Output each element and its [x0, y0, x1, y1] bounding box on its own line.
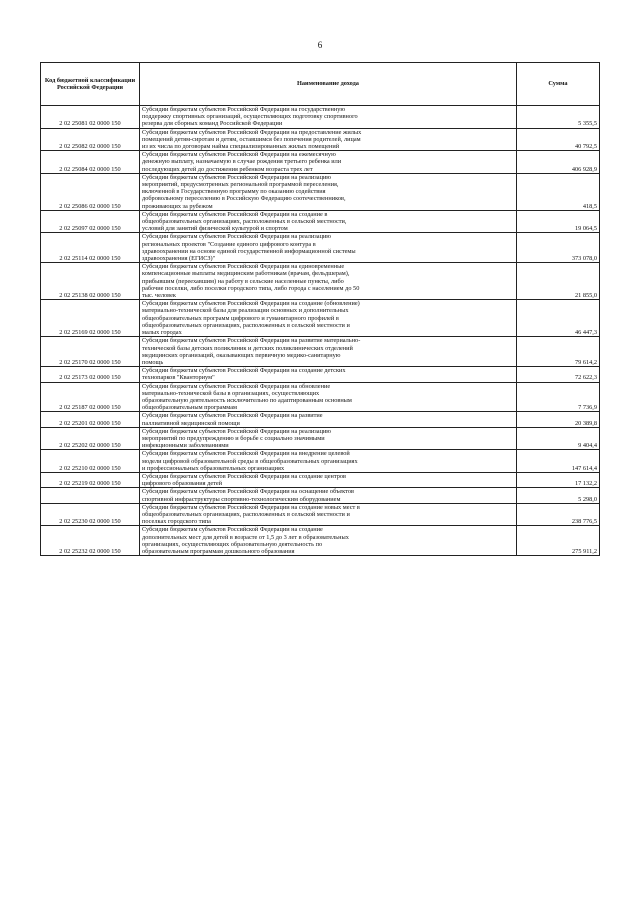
revenue-name-line: технопарков "Кванториум": [142, 374, 215, 382]
revenue-name-line: технической базы детских поликлиник и детских поликлинических отделений: [142, 344, 353, 352]
budget-code: 2 02 25219 02 0000 150: [41, 472, 140, 487]
table-row: [41, 263, 600, 300]
revenue-name-line: медицинских организаций, оказывающих первичную медико-санитарную: [142, 351, 341, 359]
table-row: [41, 300, 600, 337]
revenue-name-line: малых городах: [142, 329, 182, 337]
revenue-name-line: модели цифровой образовательной среды в общеобразовательных организациях: [142, 457, 358, 465]
revenue-name-line: из их числа по договорам найма специализированных жилых помещений: [142, 143, 340, 151]
budget-code: 2 02 25084 02 0000 150: [41, 151, 140, 174]
budget-code: 2 02 25210 02 0000 150: [41, 450, 140, 473]
amount: 406 928,9: [517, 151, 600, 174]
revenue-name-line: общеобразовательных организациях, расположенных в сельской местности,: [142, 218, 347, 226]
revenue-name-line: материально-технической базы в организациях, осуществляющих: [142, 389, 320, 397]
table-row: [41, 427, 600, 450]
revenue-name-line: рабочие поселки, либо поселки городского типа, либо города с населением до 50: [142, 284, 360, 292]
revenue-name-line: инфекционными заболеваниями: [142, 442, 229, 450]
revenue-name-line: образовательную деятельность исключительно по адаптированным основным: [142, 396, 352, 404]
header-amount: Сумма: [517, 63, 600, 106]
revenue-name-line: образовательным программам дошкольного образования: [142, 547, 295, 555]
revenue-name-line: Субсидии бюджетам субъектов Российской Федерации на создание центров: [142, 472, 346, 480]
revenue-name-line: тыс. человек: [142, 292, 176, 300]
revenue-name-line: организациях, осуществляющих образовательную деятельность по: [142, 540, 323, 548]
amount: 238 776,5: [517, 503, 600, 526]
revenue-name-line: спортивной инфраструктуры спортивно-технологическим оборудованием: [142, 495, 341, 503]
revenue-name: [140, 173, 517, 210]
revenue-name: [140, 412, 517, 427]
amount: 373 078,0: [517, 233, 600, 263]
amount: 275 911,2: [517, 526, 600, 556]
amount: 40 792,5: [517, 128, 600, 151]
amount: 5 298,0: [517, 488, 600, 503]
revenue-name-line: мероприятий, предусмотренных региональной программой переселения,: [142, 181, 339, 189]
revenue-name-line: Субсидии бюджетам субъектов Российской Федерации на ежемесячную: [142, 151, 336, 159]
budget-code: 2 02 25187 02 0000 150: [41, 382, 140, 412]
revenue-name-line: Субсидии бюджетам субъектов Российской Федерации на создание (обновление): [142, 300, 360, 308]
revenue-name-line: мероприятий по предупреждению и борьбе с социально значимыми: [142, 434, 325, 442]
table-row: [41, 173, 600, 210]
budget-code: 2 02 25114 02 0000 150: [41, 233, 140, 263]
table-row: [41, 367, 600, 382]
revenue-name: [140, 503, 517, 526]
table-row: [41, 450, 600, 473]
budget-code: 2 02 25173 02 0000 150: [41, 367, 140, 382]
revenue-name: [140, 427, 517, 450]
revenue-name-line: паллиативной медицинской помощи: [142, 419, 240, 427]
amount: 147 614,4: [517, 450, 600, 473]
revenue-name-line: Субсидии бюджетам субъектов Российской Федерации на единовременные: [142, 263, 345, 271]
revenue-name: [140, 210, 517, 233]
revenue-name-line: Субсидии бюджетам субъектов Российской Федерации на развитие материально-: [142, 337, 361, 345]
amount: 9 404,4: [517, 427, 600, 450]
revenue-name-line: прибывшим (переехавшим) на работу в сельские населенные пункты, либо: [142, 277, 344, 285]
revenue-name: [140, 106, 517, 129]
table-row: [41, 128, 600, 151]
revenue-name-line: резерва для сборных команд Российской Федерации: [142, 120, 283, 128]
budget-code: 2 02 25081 02 0000 150: [41, 106, 140, 129]
revenue-name: [140, 151, 517, 174]
budget-code: 2 02 25097 02 0000 150: [41, 210, 140, 233]
budget-code: 2 02 25138 02 0000 150: [41, 263, 140, 300]
revenue-name-line: Субсидии бюджетам субъектов Российской Федерации на внедрение целевой: [142, 450, 350, 458]
table-body: [41, 106, 600, 556]
budget-code: 2 02 25232 02 0000 150: [41, 526, 140, 556]
revenue-name-line: дополнительных мест для детей в возрасте от 1,5 до 3 лет в образовательных: [142, 533, 349, 541]
revenue-name-line: Субсидии бюджетам субъектов Российской Федерации на развитие: [142, 412, 323, 420]
table-row: [41, 151, 600, 174]
table-row: [41, 472, 600, 487]
revenue-name: [140, 337, 517, 367]
revenue-name: [140, 300, 517, 337]
revenue-name-line: проживающих за рубежом: [142, 202, 213, 210]
revenue-name-line: последующих детей до достижения ребенком возраста трех лет: [142, 165, 313, 173]
revenue-name: [140, 450, 517, 473]
budget-code: [41, 488, 140, 503]
revenue-name-line: Субсидии бюджетам субъектов Российской Федерации на создание: [142, 526, 323, 534]
revenue-name-line: поддержку спортивных организаций, осуществляющих подготовку спортивного: [142, 113, 358, 121]
table-row: [41, 337, 600, 367]
revenue-name-line: денежную выплату, назначаемую в случае рождения третьего ребенка или: [142, 158, 342, 166]
revenue-name-line: добровольному переселению в Российскую Федерацию соотечественников,: [142, 195, 346, 203]
table-row: [41, 210, 600, 233]
revenue-name-line: Субсидии бюджетам субъектов Российской Федерации на обновление: [142, 382, 331, 390]
revenue-name-line: Субсидии бюджетам субъектов Российской Федерации на создание детских: [142, 367, 346, 375]
header-code: Код бюджетной классификации Российской Федерации: [41, 63, 140, 106]
revenue-name-line: общеобразовательным программам: [142, 404, 238, 412]
revenue-table: [40, 62, 600, 556]
revenue-name-line: Субсидии бюджетам субъектов Российской Федерации на предоставление жилых: [142, 128, 362, 136]
amount: 19 064,5: [517, 210, 600, 233]
revenue-name-line: условий для занятий физической культурой и спортом: [142, 225, 288, 233]
revenue-name-line: включенной в Государственную программу по оказанию содействия: [142, 188, 326, 196]
revenue-name-line: Субсидии бюджетам субъектов Российской Федерации на оснащение объектов: [142, 488, 354, 496]
revenue-name-line: Субсидии бюджетам субъектов Российской Федерации на государственную: [142, 106, 346, 113]
revenue-name: [140, 526, 517, 556]
amount: 20 389,8: [517, 412, 600, 427]
revenue-name-line: поселках городского типа: [142, 518, 211, 526]
revenue-name-line: региональных проектов "Создание единого цифрового контура в: [142, 240, 316, 248]
revenue-name-line: Субсидии бюджетам субъектов Российской Федерации на реализацию: [142, 427, 332, 435]
table-row: [41, 106, 600, 129]
revenue-name: [140, 382, 517, 412]
table-row: [41, 526, 600, 556]
revenue-name-line: Субсидии бюджетам субъектов Российской Федерации на реализацию: [142, 173, 332, 181]
revenue-name-line: компенсационные выплаты медицинским работникам (врачам, фельдшерам),: [142, 270, 350, 278]
budget-code: 2 02 25201 02 0000 150: [41, 412, 140, 427]
table-row: [41, 382, 600, 412]
revenue-name-line: помещений детям-сиротам и детям, оставшимся без попечения родителей, лицам: [142, 135, 361, 143]
revenue-name-line: и профессиональных образовательных организациях: [142, 464, 285, 472]
revenue-name: [140, 233, 517, 263]
table-row: [41, 503, 600, 526]
table-row: [41, 233, 600, 263]
revenue-name-line: общеобразовательных программ цифрового и гуманитарного профилей в: [142, 314, 339, 322]
revenue-name-line: общеобразовательных организациях, расположенных в сельской местности и: [142, 510, 350, 518]
amount: 7 736,9: [517, 382, 600, 412]
table-header-row: [41, 63, 600, 106]
revenue-name: [140, 367, 517, 382]
revenue-name-line: здравоохранении на основе единой государственной информационной системы: [142, 247, 356, 255]
budget-code: 2 02 25169 02 0000 150: [41, 300, 140, 337]
revenue-name-line: помощь: [142, 358, 164, 366]
revenue-name-line: материально-технической базы для реализации основных и дополнительных: [142, 307, 349, 315]
revenue-name: [140, 472, 517, 487]
revenue-name-line: Субсидии бюджетам субъектов Российской Федерации на реализацию: [142, 233, 332, 241]
amount: 418,5: [517, 173, 600, 210]
table-row: [41, 412, 600, 427]
table-row: [41, 488, 600, 503]
revenue-name-line: Субсидии бюджетам субъектов Российской Федерации на создание новых мест в: [142, 503, 360, 511]
amount: 5 355,5: [517, 106, 600, 129]
amount: 79 614,2: [517, 337, 600, 367]
amount: 72 622,3: [517, 367, 600, 382]
revenue-name-line: цифрового образования детей: [142, 480, 223, 488]
revenue-name: [140, 488, 517, 503]
revenue-name: [140, 263, 517, 300]
revenue-name: [140, 128, 517, 151]
budget-code: 2 02 25086 02 0000 150: [41, 173, 140, 210]
header-name: Наименование дохода: [140, 63, 517, 106]
budget-code: 2 02 25170 02 0000 150: [41, 337, 140, 367]
amount: 17 132,2: [517, 472, 600, 487]
budget-code: 2 02 25082 02 0000 150: [41, 128, 140, 151]
budget-code: 2 02 25202 02 0000 150: [41, 427, 140, 450]
amount: 21 855,0: [517, 263, 600, 300]
revenue-name-line: здравоохранения (ЕГИСЗ)": [142, 255, 216, 263]
revenue-name-line: общеобразовательных организациях, расположенных в сельской местности и: [142, 321, 350, 329]
page-number: 6: [317, 40, 323, 50]
amount: 46 447,3: [517, 300, 600, 337]
budget-code: 2 02 25230 02 0000 150: [41, 503, 140, 526]
revenue-name-line: Субсидии бюджетам субъектов Российской Федерации на создание в: [142, 210, 328, 218]
